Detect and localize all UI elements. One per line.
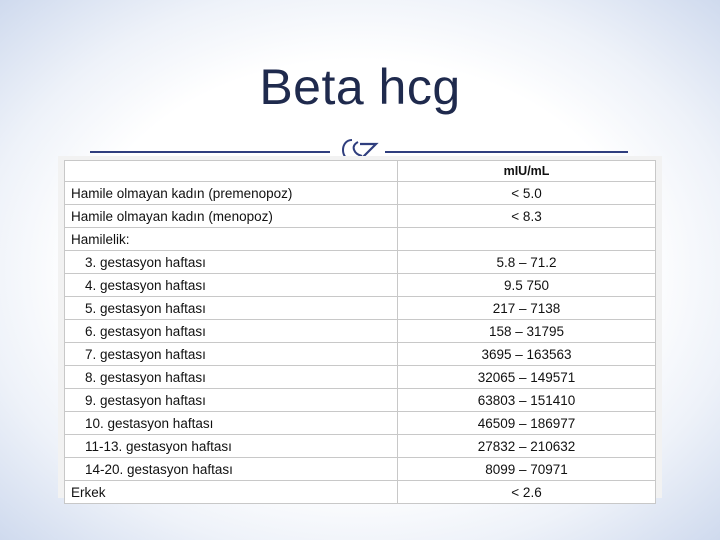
row-value: < 8.3 bbox=[398, 205, 656, 228]
table-row bbox=[65, 320, 656, 343]
table-row bbox=[65, 182, 656, 205]
table-row bbox=[65, 251, 656, 274]
row-label: 9. gestasyon haftası bbox=[65, 389, 398, 412]
title-divider-left bbox=[90, 151, 330, 153]
row-value: 5.8 – 71.2 bbox=[398, 251, 656, 274]
table-row bbox=[65, 343, 656, 366]
row-label: Hamile olmayan kadın (premenopoz) bbox=[65, 182, 398, 205]
row-value: 158 – 31795 bbox=[398, 320, 656, 343]
row-label: 3. gestasyon haftası bbox=[65, 251, 398, 274]
table-row bbox=[65, 481, 656, 504]
table-row bbox=[65, 389, 656, 412]
row-value bbox=[398, 228, 656, 251]
row-label: 5. gestasyon haftası bbox=[65, 297, 398, 320]
table-row bbox=[65, 297, 656, 320]
row-label: Hamilelik: bbox=[65, 228, 398, 251]
table-row bbox=[65, 412, 656, 435]
table-row bbox=[65, 274, 656, 297]
row-value: 8099 – 70971 bbox=[398, 458, 656, 481]
table-row bbox=[65, 366, 656, 389]
row-label: 6. gestasyon haftası bbox=[65, 320, 398, 343]
row-value: 32065 – 149571 bbox=[398, 366, 656, 389]
row-value: 3695 – 163563 bbox=[398, 343, 656, 366]
row-value: < 5.0 bbox=[398, 182, 656, 205]
row-value: 27832 – 210632 bbox=[398, 435, 656, 458]
row-value: 217 – 7138 bbox=[398, 297, 656, 320]
table-row bbox=[65, 435, 656, 458]
row-value: < 2.6 bbox=[398, 481, 656, 504]
row-label: Hamile olmayan kadın (menopoz) bbox=[65, 205, 398, 228]
table-header-row bbox=[65, 161, 656, 182]
slide-title: Beta hcg bbox=[259, 59, 461, 115]
row-value: 63803 – 151410 bbox=[398, 389, 656, 412]
table-row bbox=[65, 458, 656, 481]
title-divider-right bbox=[385, 151, 628, 153]
row-value: 9.5 750 bbox=[398, 274, 656, 297]
header-unit-cell: mIU/mL bbox=[398, 161, 656, 182]
table-row bbox=[65, 205, 656, 228]
row-label: 7. gestasyon haftası bbox=[65, 343, 398, 366]
row-label: 14-20. gestasyon haftası bbox=[65, 458, 398, 481]
hcg-reference-table bbox=[58, 156, 662, 498]
row-label: Erkek bbox=[65, 481, 398, 504]
row-label: 10. gestasyon haftası bbox=[65, 412, 398, 435]
row-label: 8. gestasyon haftası bbox=[65, 366, 398, 389]
row-label: 4. gestasyon haftası bbox=[65, 274, 398, 297]
header-label-cell bbox=[65, 161, 398, 182]
table-row bbox=[65, 228, 656, 251]
row-label: 11-13. gestasyon haftası bbox=[65, 435, 398, 458]
row-value: 46509 – 186977 bbox=[398, 412, 656, 435]
